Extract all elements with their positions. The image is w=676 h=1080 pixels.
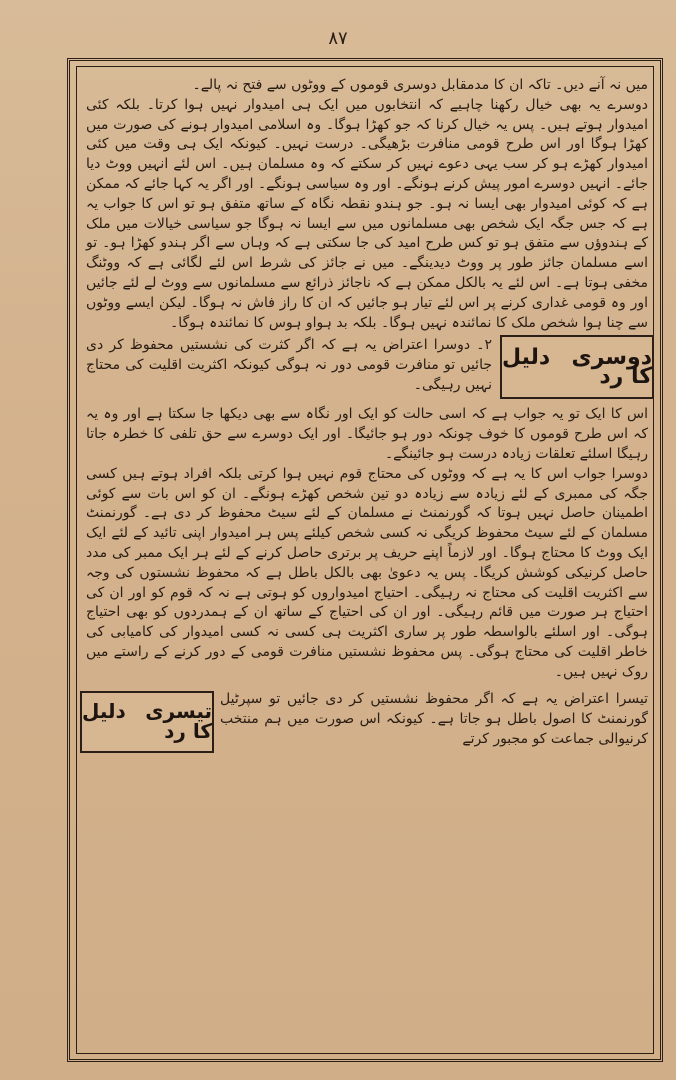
third-argument-heading-box: تیسری دلیل کا رد: [80, 691, 214, 753]
page-number: ۸۷: [328, 28, 348, 49]
third-argument-text: تیسرا اعتراض یہ ہے کہ اگر محفوظ نشستیں کر دی جائیں تو سپرٹیل گورنمنٹ کا اصول باطل ہو جاتا ہے۔ کیونکہ اس صورت میں ہم منتخب کرنیوالی جماعت کو مجبور کرتے: [220, 690, 648, 747]
paragraph-1: میں نہ آنے دیں۔ تاکہ ان کا مدمقابل دوسری قوموں کے ووٹوں سے فتح نہ پالے۔: [192, 77, 648, 93]
second-argument-text: ۲۔ دوسرا اعتراض یہ ہے کہ اگر کثرت کی نشستیں محفوظ کر دی جائیں تو منافرت قومی دور نہ ہوگی کیونکہ اکثریت اقلیت کی محتاج نہیں رہیگی۔: [86, 337, 492, 394]
paragraph-4: دوسرا جواب اس کا یہ ہے کہ ووٹوں کی محتاج قوم نہیں ہوا کرتی بلکہ افراد ہوتے ہیں کسی جگہ کی ممبری کے لئے زیادہ سے زیادہ دو تین شخص کھڑے ہونگے۔ ان کو اس بات سے کوئی اطمینان حاصل نہیں ہوتا کہ گورنمنٹ نے مسلمان کے لئے سیٹ محفوظ کر دی ہے۔ گورنمنٹ مسلمان کے لئے سیٹ محفوظ کریگی نہ کسی شخص کیلئے پس ہر امیدوار اپنی تائید کے لئے ایک ایک ووٹ کا محتاج ہوگا۔ اور لازماً اپنے حریف پر برتری حاصل کرنے کے لئے ہر ایک ممبر کی مدد حاصل کرنیکی کوشش کریگا۔ پس یہ دعویٰ بھی بالکل باطل ہے کہ محفوظ نشستوں کی وجہ سے اکثریت اقلیت کی محتاج نہ رہیگی۔ احتیاج امیدواروں کو ہوتی ہے نہ کہ قوم کو اور ان کی احتیاج ہر صورت میں قائم رہیگی۔ اور ان کی احتیاج کے ساتھ ان کے ہمدردوں کو بھی احتیاج ہوگی۔ اور اسلئے بالواسطہ طور پر ساری اکثریت ہی کسی نہ کسی امیدوار کی کامیابی کی خاطر اقلیت کی محتاج ہوگی۔ پس محفوظ نشستیں منافرت قومی کے دور کرنے کے راستے میں روک نہیں ہیں۔: [86, 465, 648, 680]
paragraph-2: دوسرے یہ بھی خیال رکھنا چاہیے کہ انتخابوں میں ایک ہی امیدوار نہیں ہوا کرتا۔ بلکہ کئی امیدوار ہوتے ہیں۔ پس یہ خیال کرنا کہ جو کھڑا ہوگا۔ وہ اسلامی امیدوار ہونے کی صورت میں کھڑا ہوگا اور اس طرح قومی منافرت بڑھیگی۔ درست نہیں۔ کیونکہ ایک ہی وقت میں کئی امیدوار کھڑے ہو کر سب یہی دعوے نہیں کر سکتے کہ وہ مسلمان ہیں۔ اس لئے انہیں ووٹ دیا جائے۔ انہیں دوسرے امور پیش کرنے ہونگے۔ اور وہ سیاسی ہونگے۔ اور اگر یہ کہا جائے کہ ممکن ہے کہ کوئی امیدوار بھی ایسا نہ ہو۔ جو ہندو نقطہ نگاہ کے ساتھ متفق ہو تو اس کا جواب یہ ہے کہ جس جگہ ایک شخص بھی مسلمانوں میں سے ایسا نہ ہوگا جو سیاسی خیالات میں ملک کے ہندوؤں سے متفق ہو تو کس طرح امید کی جا سکتی ہے کہ وہاں سے اگر ہندو کھڑا ہو۔ تو اسے مسلمان جائز طور پر ووٹ دیدینگے۔ میں نے جائز کی شرط اس لئے لگائی ہے کہ ووٹنگ مخفی ہوتا ہے۔ اس لئے یہ بالکل ممکن ہے کہ ناجائز ذرائع سے مسلمانوں سے ووٹ لے لئے جائیں اور وہ قومی غداری کرنے پر اس لئے تیار ہو جائیں کہ ان کا راز فاش نہ ہوگا۔ لیکن ایسے ووٹوں سے چنا ہوا شخص ملک کا نمائندہ نہیں ہوگا۔ بلکہ بد ہواو ہوس کا نمائندہ ہوگا۔: [86, 96, 648, 331]
second-argument-section: [86, 335, 652, 399]
second-argument-heading-box: دوسری دلیل کا رد: [500, 335, 654, 399]
paragraph-3: اس کا ایک تو یہ جواب ہے کہ اسی حالت کو ایک اور نگاہ سے بھی دیکھا جا سکتا ہے اور وہ یہ کہ اس طرح قوموں کا خوف چونکہ دور ہو جائیگا۔ اور ایک دوسرے سے حق تلفی کا خطرہ جاتا رہیگا اسلئے تعلقات زیادہ درست ہو جائینگے۔: [86, 406, 648, 462]
third-argument-section: [82, 689, 648, 753]
body-text: [82, 76, 652, 1044]
